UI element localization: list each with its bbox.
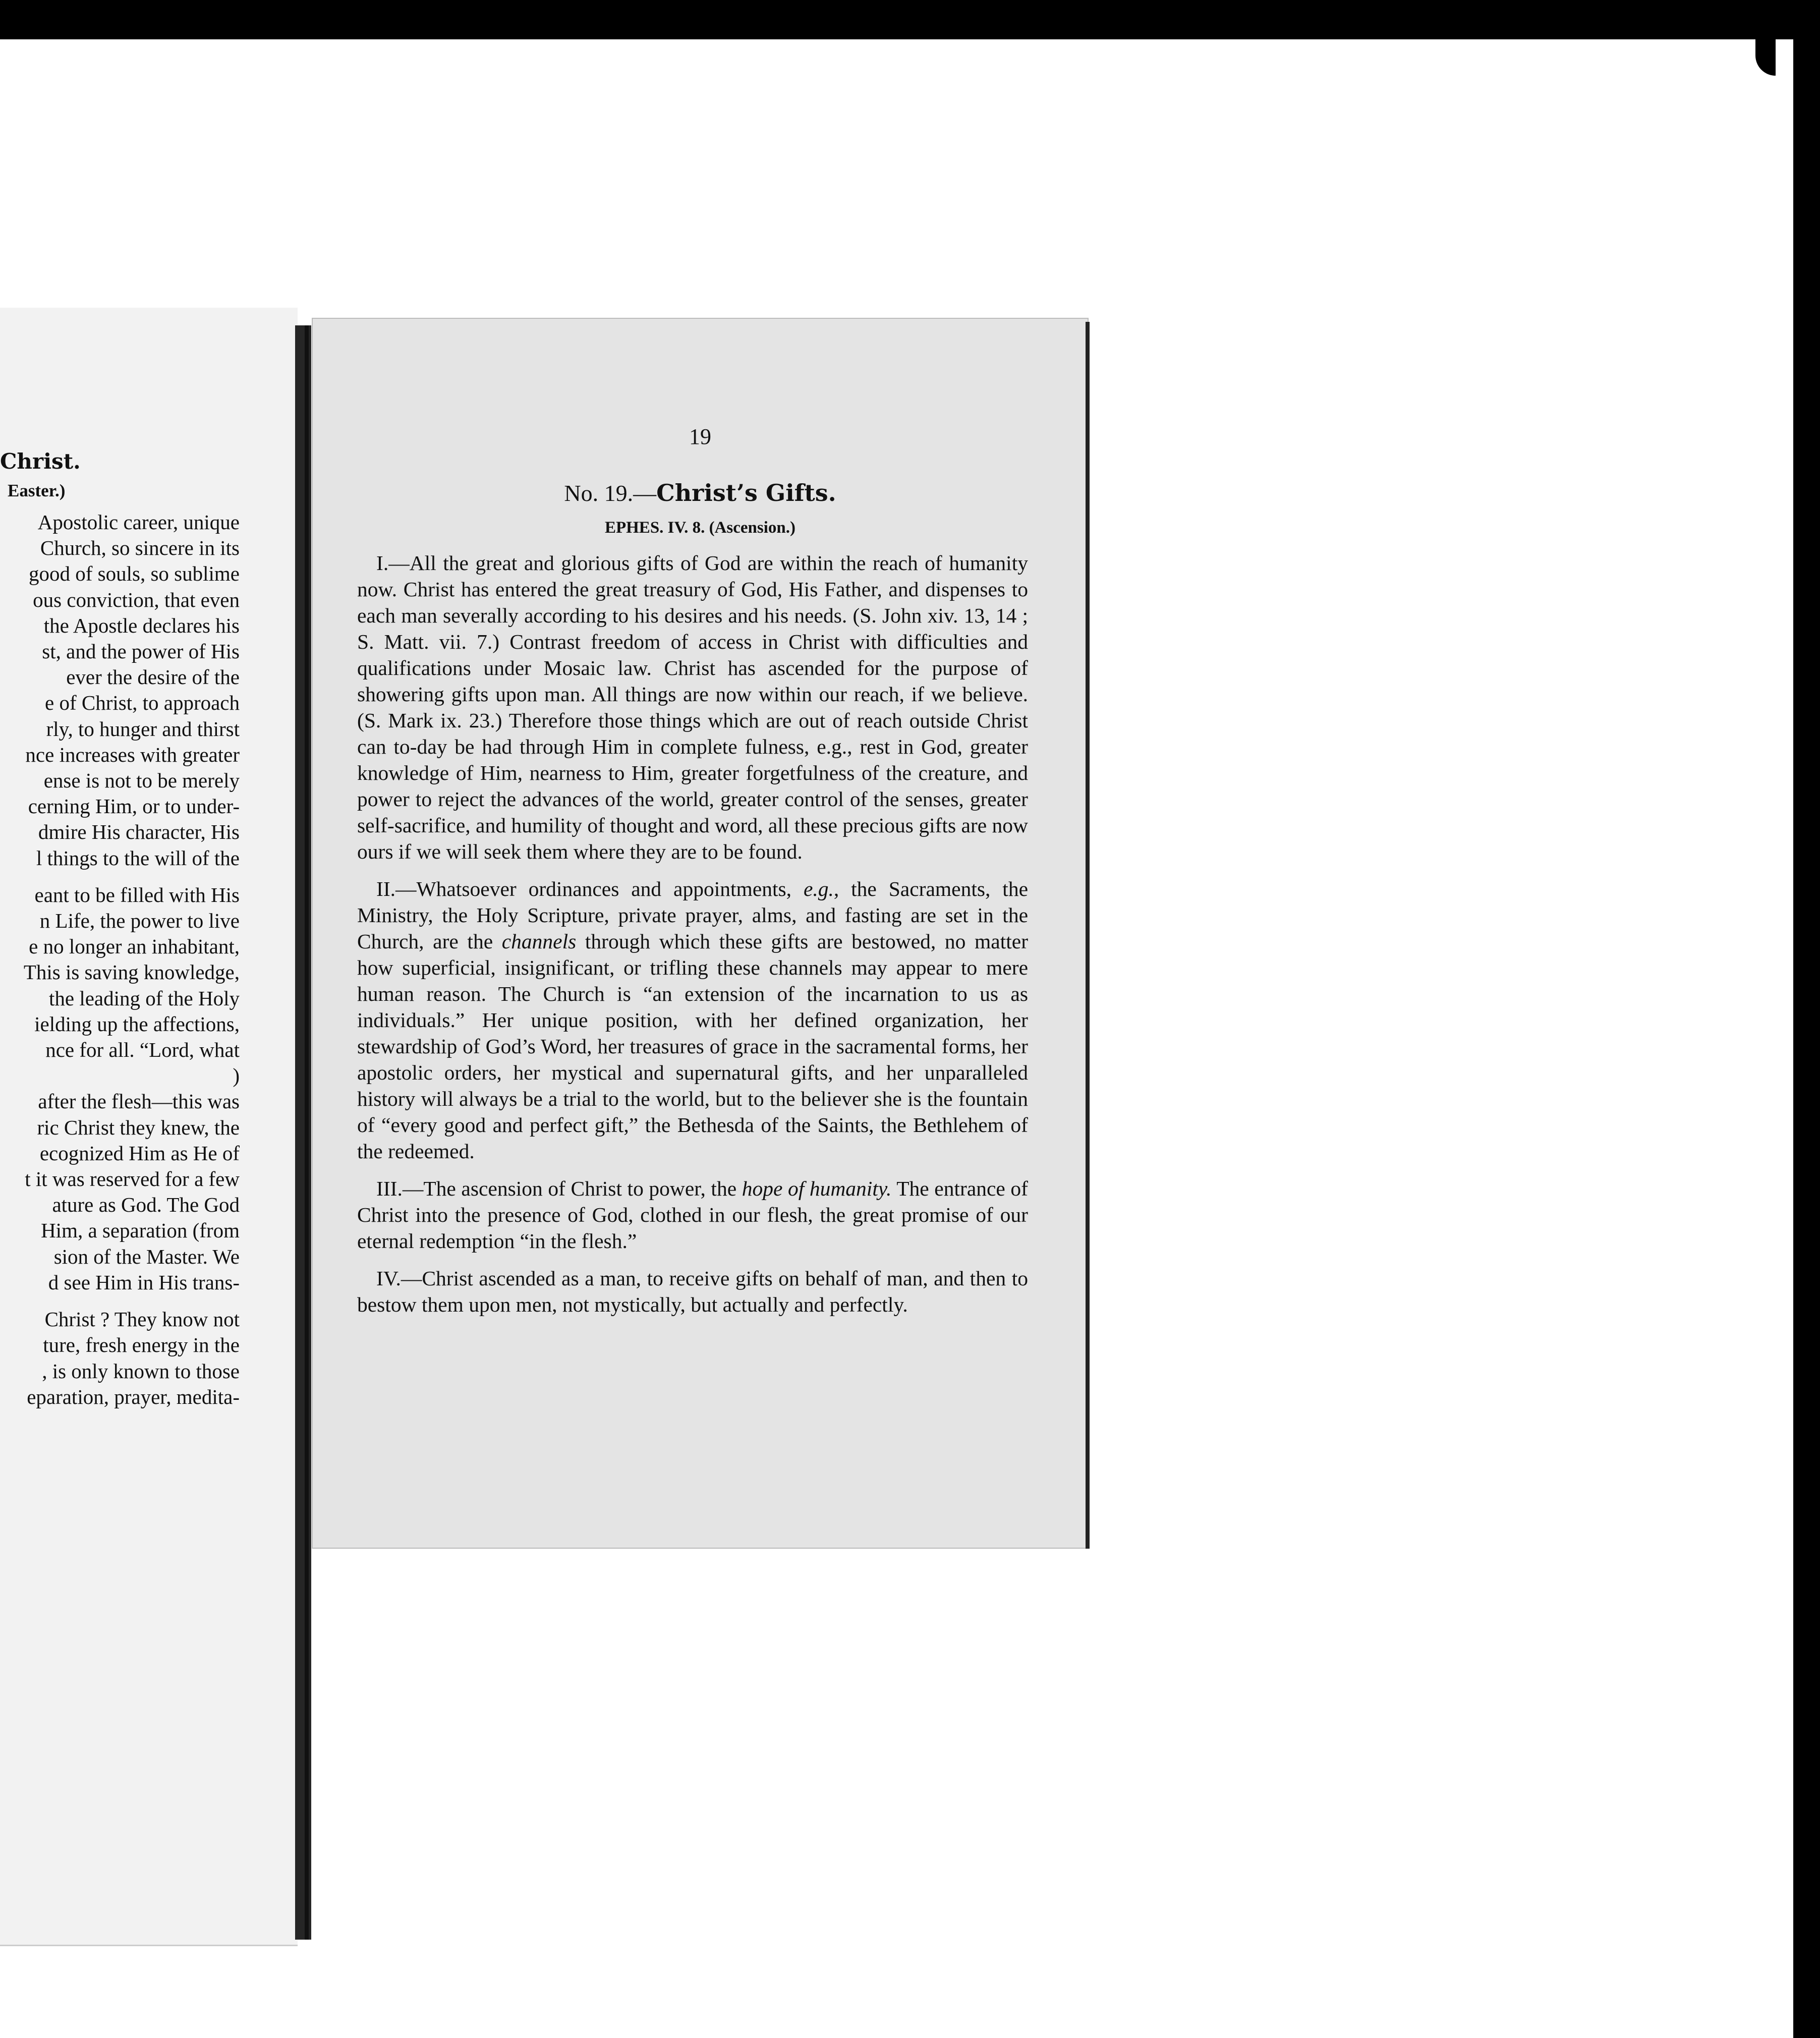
left-page-line: ture, fresh energy in the [43, 1333, 240, 1357]
left-page-line: good of souls, so sublime [29, 562, 240, 586]
left-page-line: ever the desire of the [66, 665, 240, 689]
paragraph-1: I.—All the great and glorious gifts of God are within the reach of humanity now. Christ has entered the great treasury of God, His Father, and dispenses to each man severally according to his desires and his needs. (S. John xiv. 13, 14 ; S. Matt. vii. 7.) Contrast freedom of access in Christ with difficulties and qualifications under Mosaic law. Christ has ascended for the purpose of showering gifts upon man. All things are now within our reach, if we believe. (S. Mark ix. 23.) Therefore those things which are out of reach outside Christ can to-day be had through Him in complete fulness, e.g., rest in God, greater knowledge of Him, nearness to Him, greater forgetfulness of the creature, and power to reject the advances of the world, greater control of the senses, greater self-sacrifice, and humility of thought and word, all these precious gifts are now ours if we will seek them where they are to be found. [357, 551, 1028, 863]
paragraph-2 [357, 876, 1028, 1164]
sermon-body [357, 550, 1028, 1329]
left-page-line: Apostolic career, unique [37, 511, 240, 534]
left-page-line [0, 1295, 240, 1307]
sermon-title [312, 479, 1089, 506]
paragraph-2-channels: channels [501, 930, 577, 953]
paragraph-2-part-b: , the Sacraments, the Ministry, the Holy Scripture, private prayer, alms, and fasting are set in the Church, are the [357, 877, 1028, 953]
left-page-line: cerning Him, or to under- [28, 795, 240, 818]
left-page-line: , is only known to those [42, 1359, 240, 1383]
paragraph-3-hope: hope of humanity. [742, 1177, 892, 1200]
book-gutter [305, 325, 309, 1940]
left-page-line: e no longer an inhabitant, [29, 935, 240, 958]
right-page [312, 318, 1089, 1549]
scan-border-top [0, 0, 1820, 39]
left-page-line: ) [233, 1064, 240, 1088]
book-binding [295, 325, 311, 1940]
left-page-line: ecognized Him as He of [39, 1141, 240, 1165]
paragraph-2-part-a: II.—Whatsoever ordinances and appointments, [376, 877, 804, 900]
left-page-line: dmire His character, His [38, 820, 240, 844]
left-page-line: d see Him in His trans- [48, 1270, 240, 1294]
left-page-line: sion of the Master. We [53, 1244, 240, 1268]
left-page-text [0, 510, 240, 1410]
paragraph-3-part-b: The entrance of Christ into the presence of God, clothed in our flesh, the great promise of our eternal redemption “in the flesh.” [357, 1177, 1028, 1253]
title-main: Christ’s Gifts. [656, 479, 836, 506]
left-page [0, 308, 298, 1946]
left-page-line: ense is not to be merely [43, 769, 240, 792]
paragraph-2-eg: e.g. [803, 877, 834, 900]
scripture-reference: EPHES. IV. 8. (Ascension.) [604, 519, 796, 537]
left-page-line: nce for all. “Lord, what [45, 1038, 240, 1062]
left-page-line: ric Christ they knew, the [37, 1115, 240, 1139]
left-page-line: ature as God. The God [52, 1193, 240, 1217]
paragraph-3-part-a: III.—The ascension of Christ to power, the [376, 1177, 742, 1200]
left-page-line: eant to be filled with His [34, 883, 240, 907]
paragraph-3 [357, 1175, 1028, 1254]
left-page-line: This is saving knowledge, [23, 960, 240, 984]
scan-border-right [1793, 39, 1820, 2038]
left-page-line: the Apostle declares his [43, 613, 240, 637]
left-page-line: Him, a separation (from [41, 1219, 240, 1242]
left-page-line: e of Christ, to approach [45, 691, 240, 715]
left-page-line: nce increases with greater [25, 743, 240, 766]
page-number: 19 [689, 424, 711, 449]
left-page-heading: Christ. [0, 449, 81, 474]
paragraph-4: IV.—Christ ascended as a man, to receive gifts on behalf of man, and then to bestow them upon men, not mystically, but actually and perfectly. [357, 1267, 1028, 1316]
title-prefix: No. 19.— [564, 480, 657, 506]
left-page-line: n Life, the power to live [39, 909, 240, 933]
left-page-line: t it was reserved for a few [25, 1167, 240, 1191]
left-page-line: Church, so sincere in its [40, 536, 240, 560]
left-page-line: ous conviction, that even [33, 588, 240, 611]
left-page-line: Christ ? They know not [44, 1308, 240, 1331]
left-page-line [0, 871, 240, 882]
left-page-line: after the flesh—this was [38, 1090, 240, 1113]
paragraph-2-part-c: through which these gifts are bestowed, no matter how superficial, insignificant, or trifling these channels may appear to mere human reason. The Church is “an extension of the incarnation to us as individuals.” Her unique position, with her defined organization, her stewardship of God’s Word, her treasures of grace in the sacramental forms, her apostolic orders, her mystical and supernatural gifts, and her unparalleled history will always be a trial to the world, but to the believer she is the fountain of “every good and perfect gift,” the Bethesda of the Saints, the Bethlehem of the redeemed. [357, 930, 1029, 1163]
left-page-line: eparation, prayer, medita- [27, 1385, 240, 1408]
right-page-edge [1086, 322, 1090, 1549]
left-page-subheading: Easter.) [8, 481, 66, 500]
left-page-line: ielding up the affections, [34, 1012, 240, 1036]
left-page-line: l things to the will of the [36, 846, 240, 870]
left-page-line: st, and the power of His [42, 640, 240, 663]
left-page-line: rly, to hunger and thirst [46, 717, 240, 741]
left-page-line: the leading of the Holy [48, 986, 240, 1010]
